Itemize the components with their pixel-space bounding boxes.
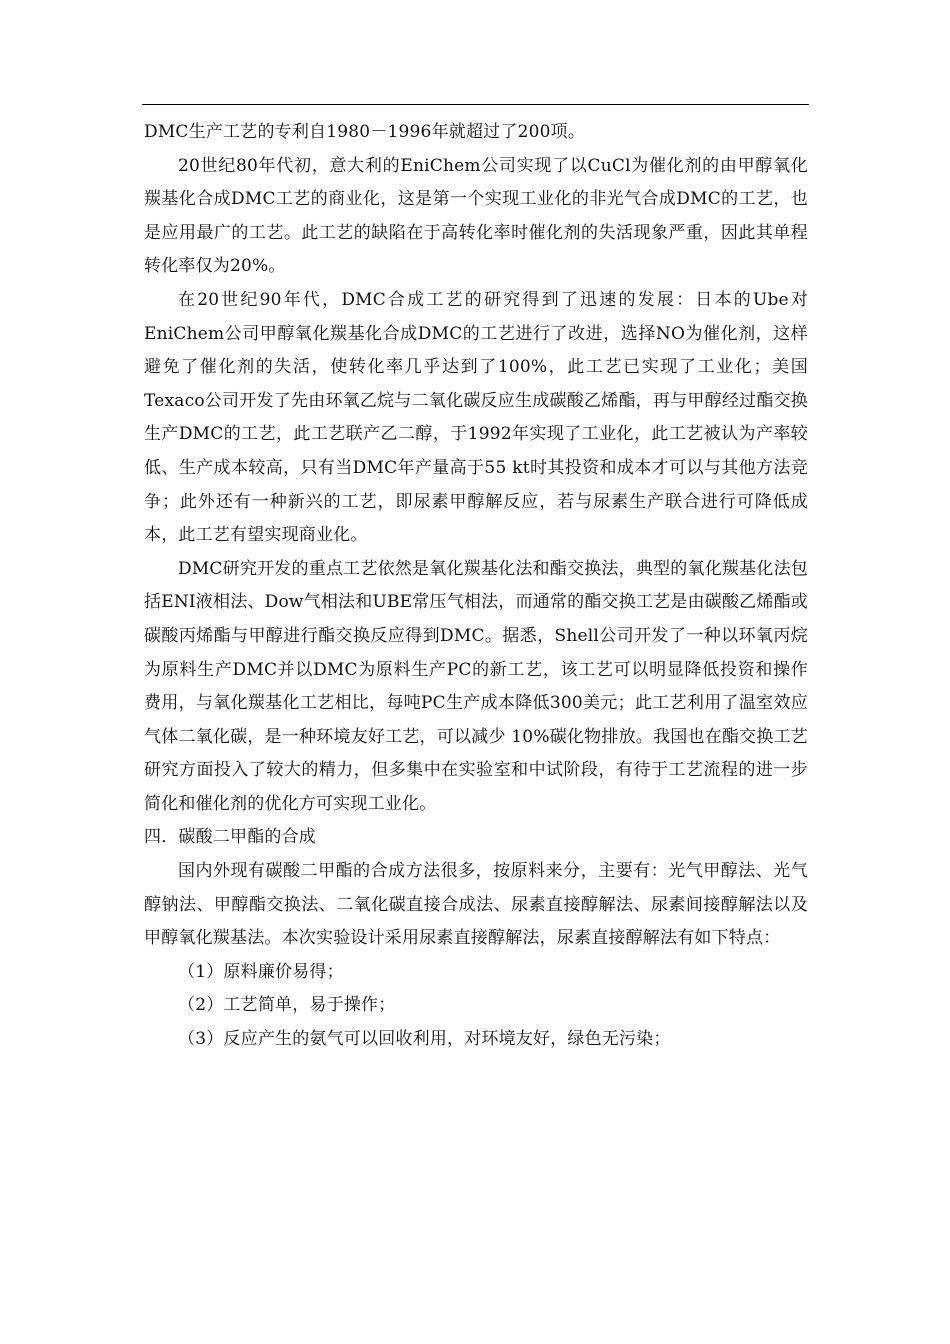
paragraph-continuation: DMC生产工艺的专利自1980－1996年就超过了200项。 <box>144 122 586 142</box>
list-item: （2）工艺简单，易于操作； <box>178 995 396 1016</box>
header-rule <box>142 104 809 105</box>
paragraph-key-processes: DMC研究开发的重点工艺依然是氧化羰基化法和酯交换法，典型的氧化羰基化法包括ENI液相法、Dow气相法和UBE常压气相法，而通常的酯交换工艺是由碳酸乙烯酯或碳酸丙烯酯与甲醇进行酯交换反应得到DMC。据悉，Shell公司开发了一种以环氧丙烷为原料生产DMC并以DMC为原料生产PC的新工艺，该工艺可以明显降低投资和操作费用，与氧化羰基化工艺相比，每吨PC生产成本降低300美元；此工艺利用了温室效应气体二氧化碳，是一种环境友好工艺，可以减少 10%碳化物排放。我国也在酯交换工艺研究方面投入了较大的精力，但多集中在实验室和中试阶段，有待于工艺流程的进一步简化和催化剂的优化方可实现工业化。 <box>144 558 808 814</box>
list-item: （3）反应产生的氨气可以回收利用，对环境友好，绿色无污染； <box>178 1029 671 1050</box>
paragraph-synthesis-methods: 国内外现有碳酸二甲酯的合成方法很多，按原料来分，主要有：光气甲醇法、光气醇钠法、甲醇酯交换法、二氧化碳直接合成法、尿素直接醇解法、尿素间接醇解法以及甲醇氧化羰基法。本次实验设计采用尿素直接醇解法，尿素直接醇解法有如下特点： <box>144 861 808 949</box>
section-heading: 四．碳酸二甲酯的合成 <box>144 827 316 848</box>
paragraph-1990s-development: 在20世纪90年代，DMC合成工艺的研究得到了迅速的发展：日本的Ube对EniChem公司甲醇氧化羰基化合成DMC的工艺进行了改进，选择NO为催化剂，这样避免了催化剂的失活，使转化率几乎达到了100%，此工艺已实现了工业化；美国Texaco公司开发了先由环氧乙烷与二氧化碳反应生成碳酸乙烯酯，再与甲醇经过酯交换生产DMC的工艺，此工艺联产乙二醇，于1992年实现了工业化，此工艺被认为产率较低、生产成本较高，只有当DMC年产量高于55 kt时其投资和成本才可以与其他方法竞争；此外还有一种新兴的工艺，即尿素甲醇解反应，若与尿素生产联合进行可降低成本，此工艺有望实现商业化。 <box>144 289 808 546</box>
list-item: （1）原料廉价易得； <box>178 961 344 982</box>
paragraph-enichem: 20世纪80年代初，意大利的EniChem公司实现了以CuCl为催化剂的由甲醇氧化羰基化合成DMC工艺的商业化，这是第一个实现工业化的非光气合成DMC的工艺，也是应用最广的工艺。此工艺的缺陷在于高转化率时催化剂的失活现象严重，因此其单程转化率仅为20%。 <box>144 155 808 277</box>
document-body <box>144 116 808 1057</box>
